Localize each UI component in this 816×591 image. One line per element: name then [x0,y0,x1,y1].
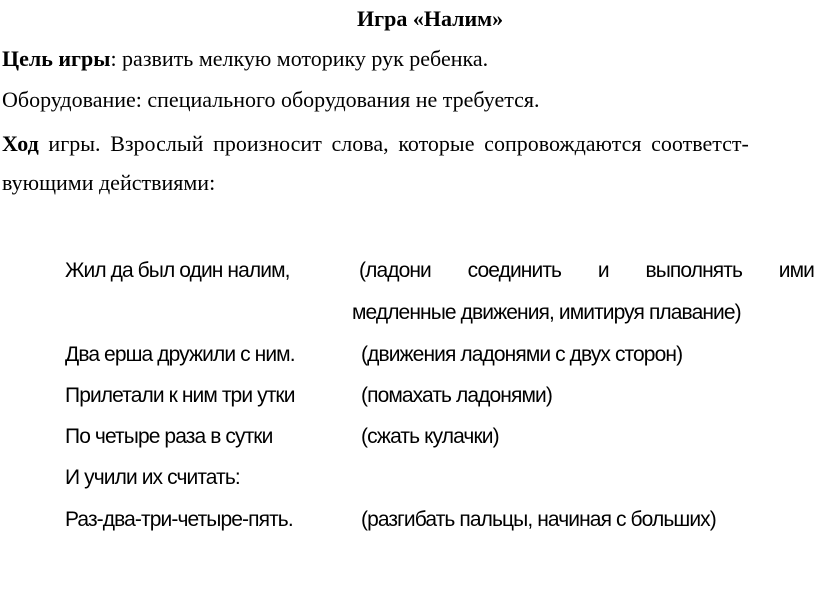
action-word: соединить [467,259,562,282]
goal-text: : развить мелкую моторику рук ребенка. [110,46,489,71]
action-word: ими [778,259,814,282]
equipment-paragraph [2,89,539,111]
poem-verse-1: Жил да был один налим, [65,259,290,282]
course-paragraph-line1 [2,133,814,155]
poem-action-4: (сжать кулачки) [361,425,499,448]
equipment-text: Оборудование: специального оборудования не требуется. [2,87,540,112]
course-paragraph-line2 [2,172,215,194]
poem-action-2: (движения ладонями с двух сторон) [361,343,683,366]
poem-verse-3: Прилетали к ним три утки [65,384,295,407]
poem-verse-5: И учили их считать: [65,466,240,489]
poem-verse-4: По четыре раза в сутки [65,425,273,448]
poem-action-3: (помахать ладонями) [361,384,552,407]
poem-action-6: (разгибать пальцы, начиная с больших) [361,508,716,531]
action-word: и [597,259,609,282]
poem-action-1-line2: медленные движения, имитируя плавание) [352,301,741,324]
page-title [357,8,503,30]
action-word: (ладони [359,259,431,282]
course-label: Ход [2,131,39,156]
course-text-line2: вующими действиями: [2,170,216,195]
action-word: выполнять [645,259,743,282]
poem-action-1-line1 [359,260,814,281]
goal-label: Цель игры [2,46,111,71]
course-text-line1: игры. Взрослый произносит слова, которые сопровождаются соответст- [38,131,749,156]
poem-verse-2: Два ерша дружили с ним. [65,343,295,366]
poem-verse-6: Раз-два-три-четыре-пять. [65,508,293,531]
goal-paragraph [2,48,488,70]
title-text: Игра «Налим» [357,6,504,31]
